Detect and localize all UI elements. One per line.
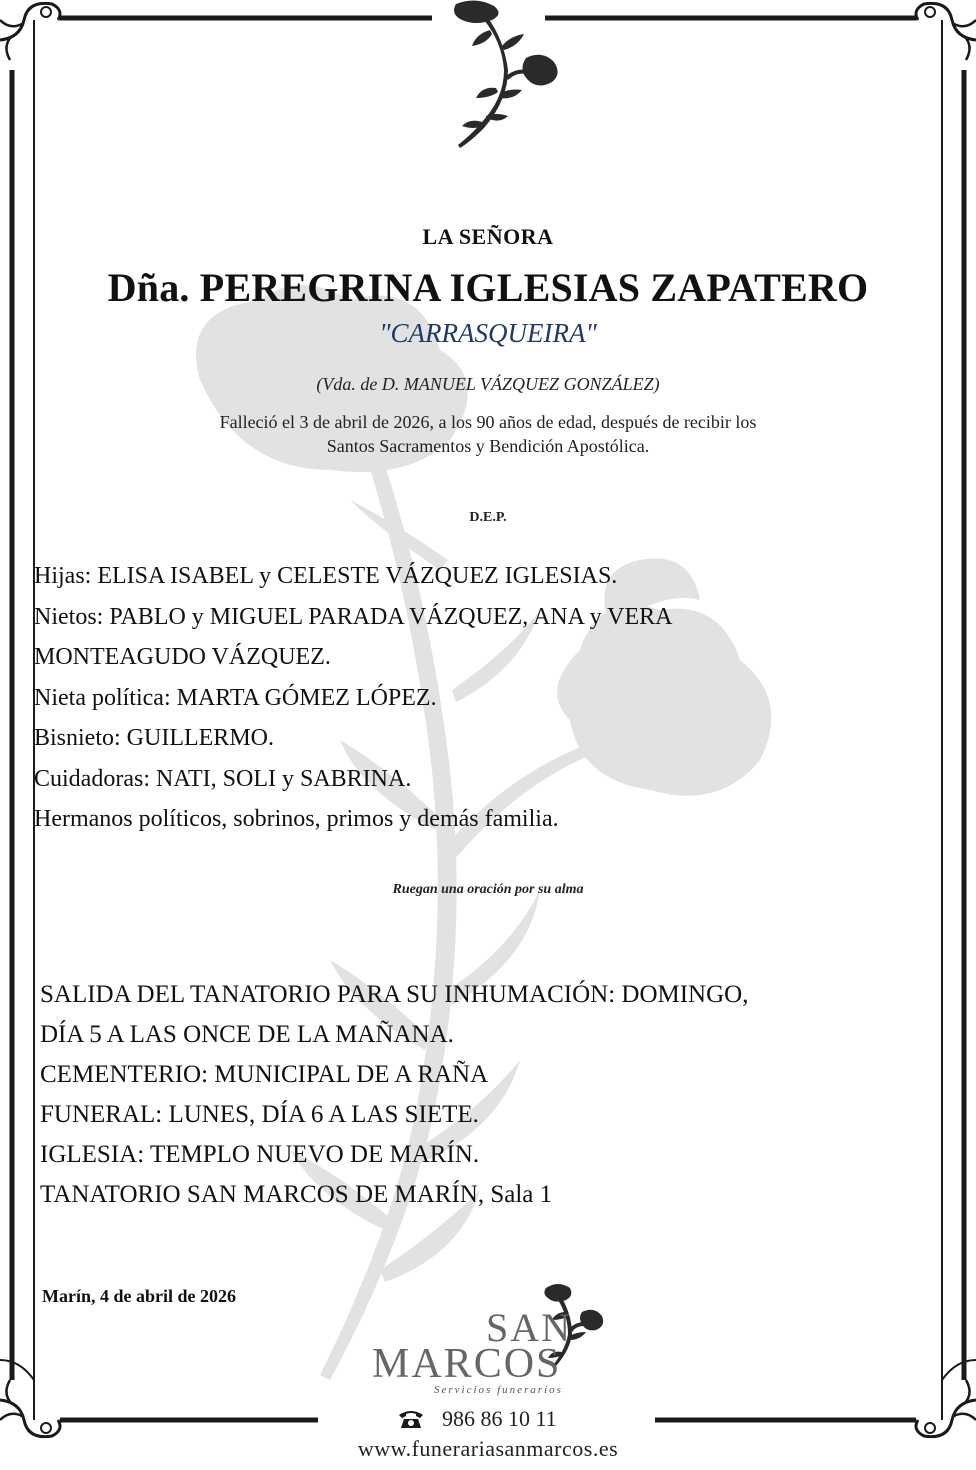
- death-line-1: Falleció el 3 de abril de 2026, a los 90 años de edad, después de recibir los: [219, 412, 757, 432]
- family-line-caregivers: Cuidadoras: NATI, SOLI y SABRINA.: [34, 765, 412, 792]
- deceased-name: Dña. PEREGRINA IGLESIAS ZAPATERO: [107, 265, 869, 310]
- funeral-line-cemetery: CEMENTERIO: MUNICIPAL DE A RAÑA: [40, 1061, 489, 1088]
- funeral-line-church: IGLESIA: TEMPLO NUEVO DE MARÍN.: [40, 1141, 480, 1168]
- funeral-details: [40, 975, 940, 1215]
- telephone-icon: [398, 1409, 424, 1429]
- dep-abbreviation: D.E.P.: [469, 510, 507, 525]
- family-list: [34, 556, 934, 840]
- family-line-other-relatives: Hermanos políticos, sobrinos, primos y demás familia.: [34, 806, 559, 832]
- family-line-daughters: Hijas: ELISA ISABEL y CELESTE VÁZQUEZ IGLESIAS.: [34, 563, 618, 589]
- funeral-line-departure-time: DÍA 5 A LAS ONCE DE LA MAÑANA.: [40, 1021, 454, 1048]
- prayer-request: Ruegan una oración por su alma: [392, 882, 584, 897]
- phone-contact: [398, 1406, 557, 1432]
- rose-ornament-icon: [446, 0, 566, 152]
- family-line-granddaughter-in-law: Nieta política: MARTA GÓMEZ LÓPEZ.: [34, 684, 437, 711]
- funeral-line-funeral-home: TANATORIO SAN MARCOS DE MARÍN, Sala 1: [40, 1181, 553, 1208]
- deceased-nickname: "CARRASQUEIRA": [379, 318, 597, 348]
- website-link[interactable]: www.funerariasanmarcos.es: [357, 1436, 619, 1461]
- widow-of-line: (Vda. de D. MANUEL VÁZQUEZ GONZÁLEZ): [316, 374, 660, 394]
- issue-date: Marín, 4 de abril de 2026: [42, 1286, 236, 1306]
- family-line-grandchildren-cont: MONTEAGUDO VÁZQUEZ.: [34, 644, 331, 670]
- funeral-line-departure: SALIDA DEL TANATORIO PARA SU INHUMACIÓN: DOMINGO,: [40, 981, 749, 1008]
- phone-number[interactable]: 986 86 10 11: [442, 1406, 557, 1431]
- death-announcement: [0, 410, 976, 458]
- title-prefix: LA SEÑORA: [422, 224, 554, 249]
- family-line-grandchildren: Nietos: PABLO y MIGUEL PARADA VÁZQUEZ, ANA y VERA: [34, 603, 673, 630]
- logo-text-marcos: MARCOS: [372, 1341, 562, 1387]
- san-marcos-logo: [366, 1282, 616, 1402]
- logo-text-san: SAN: [486, 1305, 573, 1350]
- death-line-2: Santos Sacramentos y Bendición Apostólica.: [326, 436, 650, 456]
- logo-tagline: Servicios funerarios: [434, 1384, 563, 1396]
- family-line-great-grandson: Bisnieto: GUILLERMO.: [34, 725, 274, 751]
- funeral-line-service: FUNERAL: LUNES, DÍA 6 A LAS SIETE.: [40, 1101, 479, 1128]
